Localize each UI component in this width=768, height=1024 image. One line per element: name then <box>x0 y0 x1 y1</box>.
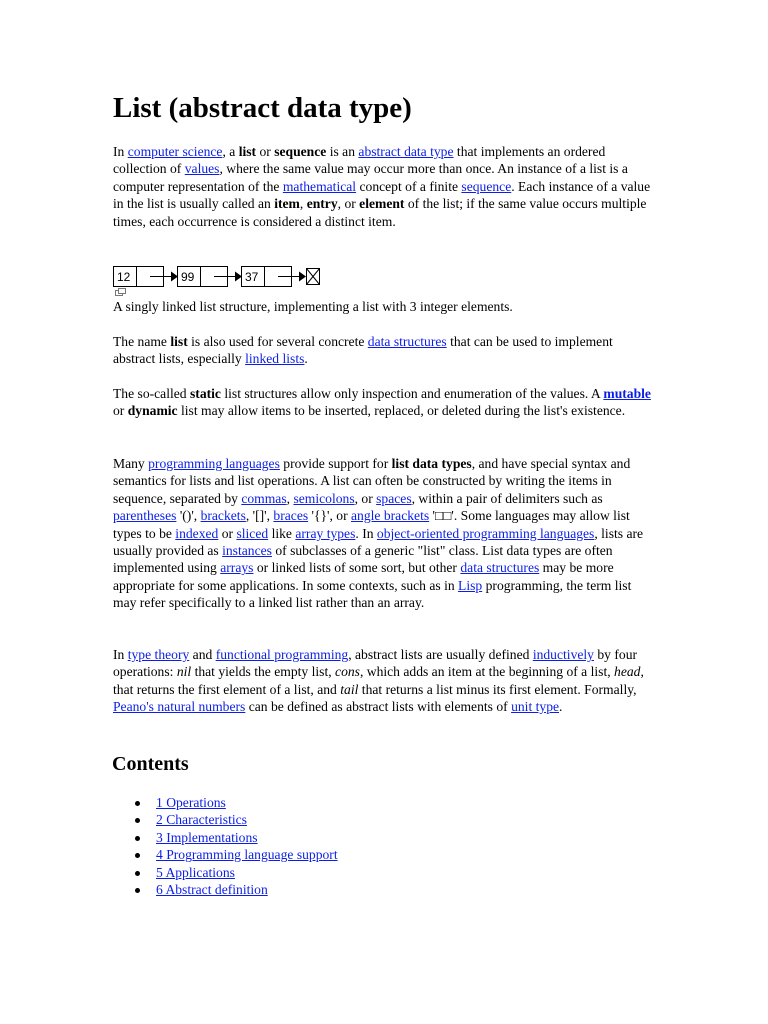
text: may be more appropriate for some applications. In some contexts, such as in <box>113 560 614 593</box>
text: is also used for several concrete <box>187 334 368 349</box>
text: , or <box>354 490 377 506</box>
term-dynamic: dynamic <box>127 403 178 419</box>
type-theory-paragraph <box>113 646 658 716</box>
text: that returns a list minus its first element. Formally, <box>358 681 637 697</box>
static-paragraph <box>113 385 658 420</box>
text: is an <box>326 144 359 159</box>
enlarge-icon[interactable] <box>116 289 126 296</box>
bullet-icon <box>135 836 140 841</box>
term-list-data-types: list data types <box>391 456 472 471</box>
text: . In <box>355 525 377 541</box>
node-value: 99 <box>181 270 195 284</box>
text: , and have special syntax and semantics for lists and list operations. A list can often be constructed by writing the items in sequence, separated by <box>113 456 631 506</box>
toc-item <box>113 881 338 898</box>
text: like <box>268 525 296 541</box>
term-sequence: sequence <box>274 144 327 159</box>
table-of-contents <box>113 794 338 898</box>
text: , '[]', <box>245 508 274 524</box>
intro-paragraph <box>113 143 658 230</box>
text: The so-called <box>113 386 190 401</box>
toc-item <box>113 864 338 881</box>
text: concept of a finite <box>356 178 462 194</box>
link-type-theory[interactable]: type theory <box>127 647 190 662</box>
link-arrays[interactable]: arrays <box>220 560 254 576</box>
toc-link-characteristics[interactable]: 2 Characteristics <box>156 812 247 828</box>
link-peanos-natural-numbers[interactable]: Peano's natural numbers <box>113 699 246 715</box>
linked-list-diagram <box>113 262 333 298</box>
text: of subclasses of a generic "list" class. List data types are often implemented using <box>113 543 613 576</box>
text: that implements an ordered collection of <box>113 144 606 177</box>
text: In <box>113 144 128 159</box>
link-mutable[interactable]: mutable <box>603 386 651 401</box>
term-element: element <box>359 196 405 212</box>
null-terminator-icon <box>307 269 320 285</box>
toc-link-abstract-definition[interactable]: 6 Abstract definition <box>156 881 268 897</box>
toc-link-applications[interactable]: 5 Applications <box>156 864 235 880</box>
text: The name <box>113 334 171 349</box>
link-linked-lists[interactable]: linked lists <box>245 351 305 367</box>
list-node <box>178 267 243 287</box>
term-head: head <box>614 664 641 680</box>
toc-item <box>113 811 338 828</box>
text: . Each instance of a value in the list is usually called an <box>113 178 651 212</box>
text: or <box>218 525 237 541</box>
text: programming, the term list may refer specifically to a linked list rather than an array. <box>113 577 632 611</box>
text: and <box>189 647 216 662</box>
text: that yields the empty list, <box>191 664 336 680</box>
link-object-oriented-programming-languages[interactable]: object-oriented programming languages <box>376 525 595 541</box>
text: . <box>559 699 563 715</box>
text: that can be used to implement abstract lists, especially <box>113 334 613 367</box>
text: of the list; if the same value occurs multiple times, each occurrence is considered a distinct item. <box>113 196 647 229</box>
link-computer-science[interactable]: computer science <box>127 144 223 159</box>
toc-link-programming-language-support[interactable]: 4 Programming language support <box>156 847 338 863</box>
link-array-types[interactable]: array types <box>295 525 356 541</box>
text: or <box>256 144 275 159</box>
toc-link-implementations[interactable]: 3 Implementations <box>156 829 258 845</box>
text: , that returns the first element of a list, and <box>113 664 644 697</box>
text: by four operations: <box>113 647 638 680</box>
bullet-icon <box>135 853 140 858</box>
link-sequence[interactable]: sequence <box>461 178 512 194</box>
diagram-caption: A singly linked list structure, implementing a list with 3 integer elements. <box>113 299 513 314</box>
text: , or <box>337 196 360 212</box>
link-inductively[interactable]: inductively <box>532 647 594 662</box>
toc-item <box>113 794 338 811</box>
list-node <box>114 267 179 287</box>
text: '□□'. Some languages may allow list types to be <box>113 508 630 541</box>
text: '{}', or <box>308 508 352 524</box>
text: , where the same value may occur more than once. An instance of a list is a computer representation of the <box>113 161 628 194</box>
bullet-icon <box>135 801 140 806</box>
link-spaces[interactable]: spaces <box>376 490 412 506</box>
term-cons: cons <box>335 664 360 680</box>
page-title: List (abstract data type) <box>113 92 412 124</box>
link-parentheses[interactable]: parentheses <box>113 508 177 524</box>
term-nil: nil <box>176 664 192 680</box>
link-braces[interactable]: braces <box>273 508 309 524</box>
link-sliced[interactable]: sliced <box>236 525 269 541</box>
link-angle-brackets[interactable]: angle brackets <box>351 508 430 524</box>
text: , abstract lists are usually defined <box>348 647 533 662</box>
link-abstract-data-type[interactable]: abstract data type <box>358 144 454 159</box>
text: or <box>113 403 128 419</box>
text: , which adds an item at the beginning of a list, <box>359 664 615 680</box>
link-lisp[interactable]: Lisp <box>458 577 483 593</box>
text: . <box>304 351 308 367</box>
node-value: 37 <box>245 270 259 284</box>
term-entry: entry <box>306 196 338 212</box>
text: In <box>113 647 128 662</box>
term-static: static <box>190 386 221 401</box>
link-mathematical[interactable]: mathematical <box>282 178 357 194</box>
text: list may allow items to be inserted, replaced, or deleted during the list's existence. <box>177 403 626 419</box>
contents-heading: Contents <box>112 753 189 775</box>
text: provide support for <box>279 456 392 471</box>
term-list: list <box>170 334 188 349</box>
term-item: item <box>274 196 300 212</box>
link-brackets[interactable]: brackets <box>200 508 246 524</box>
term-tail: tail <box>340 681 359 697</box>
link-unit-type[interactable]: unit type <box>511 699 560 715</box>
toc-item <box>113 829 338 846</box>
text: , <box>299 196 307 212</box>
bullet-icon <box>135 871 140 876</box>
text: , lists are usually provided as <box>113 525 644 559</box>
node-value: 12 <box>117 270 131 284</box>
term-list: list <box>238 144 257 159</box>
text: , a <box>222 144 239 159</box>
toc-item <box>113 846 338 863</box>
link-indexed[interactable]: indexed <box>175 525 219 541</box>
toc-link-operations[interactable]: 1 Operations <box>156 795 226 810</box>
link-data-structures[interactable]: data structures <box>460 560 540 576</box>
language-support-paragraph <box>113 455 658 612</box>
bullet-icon <box>135 818 140 823</box>
text: can be defined as abstract lists with elements of <box>245 699 512 715</box>
text: , <box>286 490 294 506</box>
link-commas[interactable]: commas <box>241 490 287 506</box>
link-data-structures[interactable]: data structures <box>367 334 447 349</box>
text: '()', <box>176 508 201 524</box>
bullet-icon <box>135 888 140 893</box>
link-values[interactable]: values <box>184 161 220 177</box>
link-functional-programming[interactable]: functional programming <box>215 647 349 662</box>
link-semicolons[interactable]: semicolons <box>293 490 355 506</box>
text: , within a pair of delimiters such as <box>411 490 603 506</box>
text: or linked lists of some sort, but other <box>253 560 461 576</box>
text: Many <box>113 456 149 471</box>
name-paragraph <box>113 333 658 368</box>
text: list structures allow only inspection and enumeration of the values. A <box>220 386 604 401</box>
list-node <box>242 267 307 287</box>
link-programming-languages[interactable]: programming languages <box>148 456 280 471</box>
link-instances[interactable]: instances <box>222 543 272 559</box>
